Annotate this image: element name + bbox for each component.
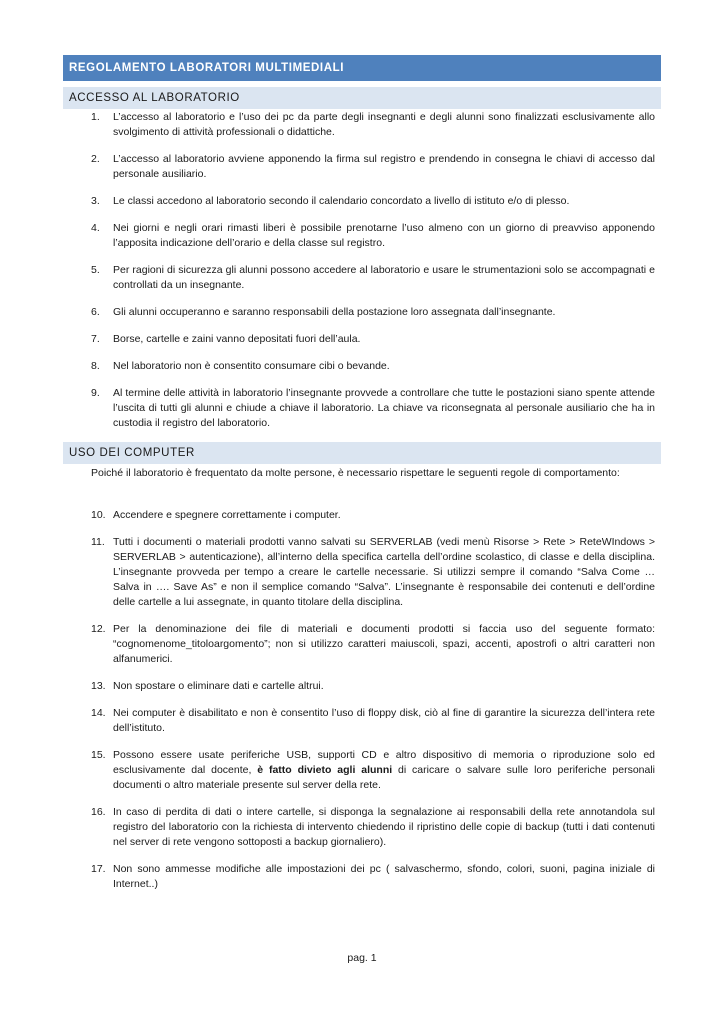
section-heading-accesso: ACCESSO AL LABORATORIO [63,87,661,109]
section-heading-uso-computer: USO DEI COMPUTER [63,442,661,464]
item-number: 17. [91,863,106,875]
list-item [91,221,655,251]
item-number: 16. [91,806,106,818]
list-item [91,508,655,523]
item-number: 6. [91,306,100,318]
section-intro: Poiché il laboratorio è frequentato da molte persone, è necessario rispettare le seguenti regole di comportamento: [91,467,620,479]
item-text-bold: è fatto divieto agli alunni [257,764,393,776]
item-text: L’accesso al laboratorio avviene apponendo la firma sul registro e prendendo in consegna le chiavi di accesso dal personale ausiliario. [113,153,655,180]
list-item [91,386,655,431]
item-text: Borse, cartelle e zaini vanno depositati fuori dell’aula. [113,333,361,345]
list-item [91,110,655,140]
item-text: Nei computer è disabilitato e non è consentito l’uso di floppy disk, ciò al fine di garantire la sicurezza dell’intera rete dell’istituto. [113,707,655,734]
item-number: 11. [91,536,105,548]
list-item [91,862,655,892]
item-text: Gli alunni occuperanno e saranno responsabili della postazione loro assegnata dall’insegnante. [113,306,556,318]
item-text: Nel laboratorio non è consentito consumare cibi o bevande. [113,360,390,372]
item-number: 15. [91,749,106,761]
item-number: 13. [91,680,106,692]
item-text: Nei giorni e negli orari rimasti liberi è possibile prenotarne l’uso almeno con un giorno di preavviso apponendo l’apposita indicazione dell’orario e della classe sul registro. [113,222,655,249]
item-text: Non spostare o eliminare dati e cartelle altrui. [113,680,324,692]
item-text: Per ragioni di sicurezza gli alunni possono accedere al laboratorio e usare le strumentazioni solo se accompagnati e controllati da un insegnante. [113,264,655,291]
list-item [91,305,655,320]
item-text-after: di caricare o salvare sulle loro periferiche personali documenti o altro materiale presente sul server della rete. [113,764,656,791]
item-text: Non sono ammesse modifiche alle impostazioni dei pc ( salvaschermo, sfondo, colori, suoni, pagina iniziale di Internet..) [113,863,655,890]
item-number: 4. [91,222,100,234]
item-number: 3. [91,195,100,207]
item-number: 14. [91,707,106,719]
list-item [91,359,655,374]
list-item [91,706,655,736]
list-item [91,622,655,667]
list-item [91,332,655,347]
item-number: 9. [91,387,100,399]
list-item [91,194,655,209]
list-item [91,679,655,694]
item-number: 10. [91,509,106,521]
item-text-before: Possono essere usate periferiche USB, supporti CD e altro dispositivo di memoria o riproduzione solo ed esclusivamente dal docente, [113,749,655,776]
item-text: Tutti i documenti o materiali prodotti vanno salvati su SERVERLAB (vedi menù Risorse > Rete > ReteWIndows > SERVERLAB > autenticazione), all’interno della specifica cartella dell’ordine scolastico, di classe e della disciplina. L’insegnante provveda per tempo a creare le cartelle necessarie. Si utilizzi sempre il comando “Salva Come … Salva in …. Save As” e non il semplice comando “Salva”. L’insegnante è responsabile dei contenuti e dell’ordine delle cartelle a lui assegnate, in quanto titolare della disciplina. [113,536,655,608]
item-number: 1. [91,111,100,123]
page-number: pag. 1 [347,952,377,964]
item-text: Le classi accedono al laboratorio secondo il calendario concordato a livello di istituto e/o di plesso. [113,195,570,207]
list-uso-computer [91,508,655,904]
item-number: 7. [91,333,100,345]
item-text: Al termine delle attività in laboratorio l’insegnante provvede a controllare che tutte le postazioni siano spente attende l’uscita di tutti gli alunni e chiude a chiave il laboratorio. La chiave va riconsegnata al personale ausiliario che ha in custodia il registro del laboratorio. [113,387,655,429]
list-accesso [91,110,655,443]
item-text: L’accesso al laboratorio e l’uso dei pc da parte degli insegnanti e degli alunni sono finalizzati esclusivamente allo svolgimento di attività professionali o didattiche. [113,111,655,138]
list-item [91,263,655,293]
list-item [91,805,655,850]
document-title: REGOLAMENTO LABORATORI MULTIMEDIALI [63,55,661,81]
list-item [91,152,655,182]
item-text: Accendere e spegnere correttamente i computer. [113,509,341,521]
list-item [91,748,655,793]
item-text: Per la denominazione dei file di materiali e documenti prodotti si faccia uso del seguente formato: “cognomenome_titoloargomento”; non si utilizzo caratteri maiuscoli, spazi, accenti, apostrofi o altri caratteri non alfanumerici. [113,623,655,665]
item-number: 12. [91,623,106,635]
item-number: 2. [91,153,100,165]
item-text: In caso di perdita di dati o intere cartelle, si disponga la segnalazione ai responsabili della rete annotandola sul registro del laboratorio con la richiesta di intervento chiedendo il ripristino delle copie di backup (tutti i dati contenuti nel server di rete vengono sottoposti a backup giornaliero). [113,806,655,848]
list-item [91,535,655,610]
item-number: 5. [91,264,100,276]
item-number: 8. [91,360,100,372]
